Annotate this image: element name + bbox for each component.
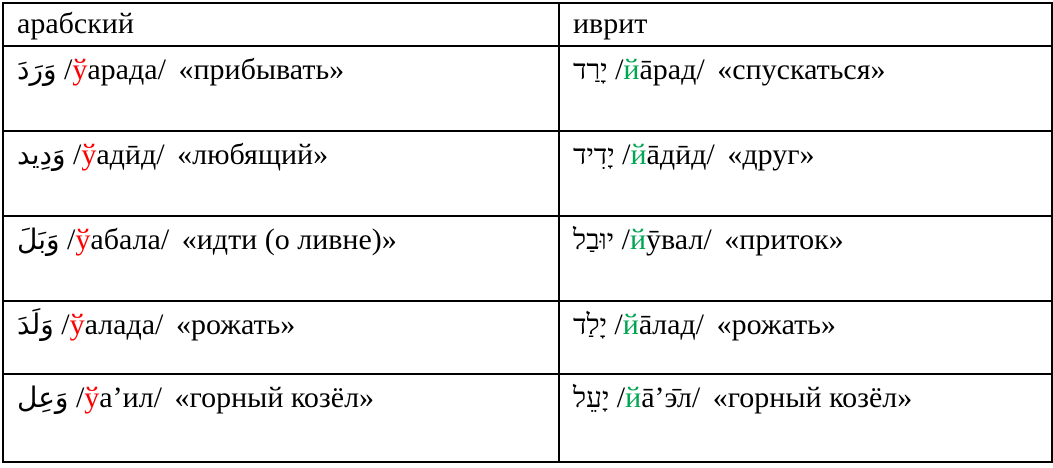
- cognates-table: [2, 2, 1053, 463]
- arabic-entry-cell: [3, 46, 559, 131]
- arabic-script-text: وَبَلَ: [17, 225, 60, 256]
- table-header: [3, 3, 1052, 46]
- translit-rest: ā’э̄л/: [641, 381, 701, 414]
- gloss-text: «идти (о ливне)»: [181, 223, 397, 256]
- gloss-text: «любящий»: [177, 138, 329, 171]
- hebrew-script-text: יָרַד: [573, 55, 608, 86]
- translit-initial-highlight: й: [630, 138, 647, 171]
- translit-prefix: /: [607, 53, 624, 86]
- hebrew-entry-cell: [559, 131, 1052, 216]
- translit-rest: абала/: [90, 223, 170, 256]
- hebrew-script-text: יָדִיד: [573, 140, 615, 171]
- hebrew-entry-cell: [559, 301, 1052, 374]
- table-row: [3, 46, 1052, 131]
- arabic-script-text: وَدِيد: [17, 140, 66, 171]
- hebrew-entry-cell: [559, 216, 1052, 301]
- hebrew-entry-cell: [559, 374, 1052, 462]
- translit-prefix: /: [609, 381, 626, 414]
- hebrew-script-text: יוּבַל: [573, 225, 615, 256]
- arabic-script-text: وَلَدَ: [17, 310, 54, 341]
- gloss-text: «горный козёл»: [174, 381, 375, 414]
- arabic-entry-cell: [3, 216, 559, 301]
- translit-initial-highlight: й: [622, 308, 639, 341]
- translit-prefix: /: [53, 308, 70, 341]
- translit-rest: арада/: [87, 53, 166, 86]
- arabic-entry-cell: [3, 301, 559, 374]
- gloss-text: «горный козёл»: [712, 381, 913, 414]
- translit-initial-highlight: ў: [81, 138, 97, 171]
- translit-rest: ӯвал/: [646, 223, 712, 256]
- translit-rest: āдӣд/: [646, 138, 715, 171]
- header-row: [3, 3, 1052, 46]
- translit-prefix: /: [614, 138, 631, 171]
- gloss-text: «рожать»: [716, 308, 836, 341]
- translit-rest: алада/: [84, 308, 164, 341]
- translit-rest: āлад/: [638, 308, 705, 341]
- translit-prefix: /: [68, 381, 85, 414]
- hebrew-script-text: יָעֵל: [573, 383, 610, 414]
- translit-initial-highlight: ў: [75, 223, 91, 256]
- translit-initial-highlight: й: [629, 223, 647, 256]
- table-row: [3, 131, 1052, 216]
- translit-rest: āрад/: [639, 53, 705, 86]
- translit-initial-highlight: й: [625, 381, 642, 414]
- table-body: [3, 46, 1052, 462]
- gloss-text: «друг»: [727, 138, 815, 171]
- arabic-entry-cell: [3, 131, 559, 216]
- translit-prefix: /: [65, 138, 82, 171]
- table-row: [3, 216, 1052, 301]
- translit-prefix: /: [59, 223, 76, 256]
- gloss-text: «приток»: [724, 223, 844, 256]
- arabic-script-text: وَعِل: [17, 383, 69, 414]
- table-row: [3, 374, 1052, 462]
- translit-prefix: /: [606, 308, 623, 341]
- gloss-text: «рожать»: [175, 308, 296, 341]
- header-label-arabic: арабский: [17, 7, 134, 40]
- translit-initial-highlight: ў: [84, 381, 100, 414]
- translit-prefix: /: [56, 53, 73, 86]
- gloss-text: «спускаться»: [717, 53, 886, 86]
- header-cell-arabic: [3, 3, 559, 46]
- translit-initial-highlight: й: [623, 53, 640, 86]
- translit-rest: а’ил/: [99, 381, 162, 414]
- translit-initial-highlight: ў: [72, 53, 88, 86]
- translit-prefix: /: [614, 223, 630, 256]
- header-label-hebrew: иврит: [573, 7, 648, 40]
- header-cell-hebrew: [559, 3, 1052, 46]
- gloss-text: «прибывать»: [178, 53, 345, 86]
- translit-initial-highlight: ў: [69, 308, 85, 341]
- translit-rest: адӣд/: [96, 138, 165, 171]
- hebrew-entry-cell: [559, 46, 1052, 131]
- hebrew-script-text: יָלַד: [573, 310, 607, 341]
- table-row: [3, 301, 1052, 374]
- arabic-script-text: وَرَدَ: [17, 55, 57, 86]
- arabic-entry-cell: [3, 374, 559, 462]
